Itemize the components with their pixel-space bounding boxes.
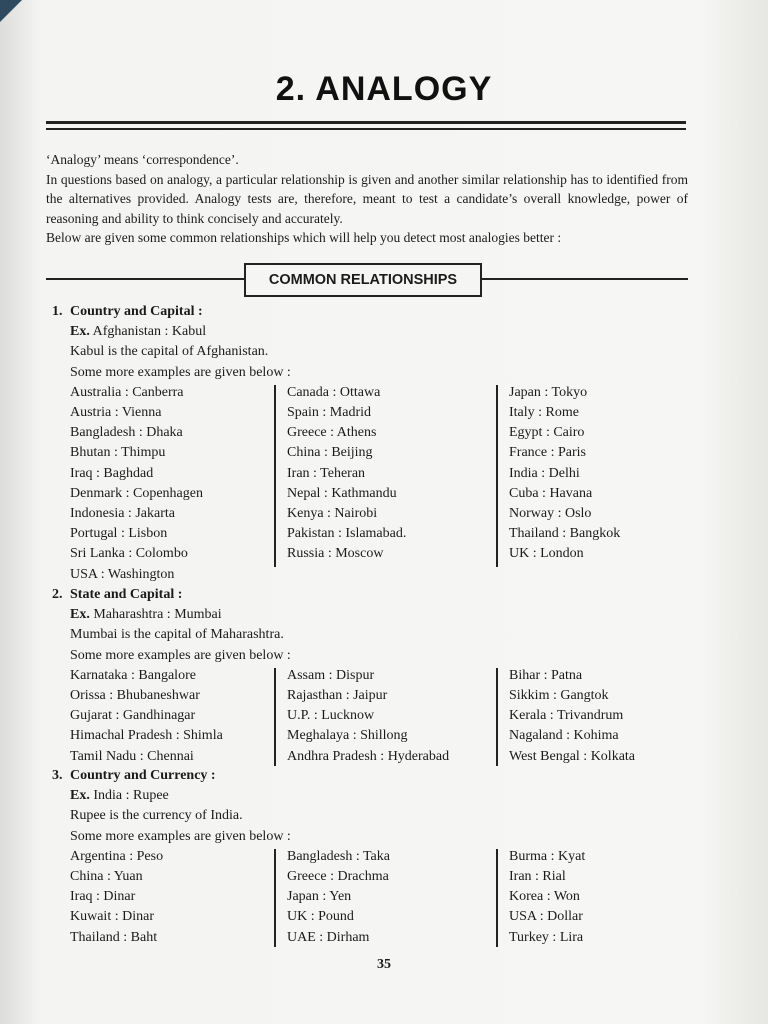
examples-grid [70,383,702,585]
list-item: Russia : Moscow [287,546,384,562]
list-item: Iraq : Baghdad [70,465,154,481]
list-item: UK : Pound [287,909,354,925]
list-item: Bangladesh : Dhaka [70,425,183,441]
explanation-text: Mumbai is the capital of Maharashtra. [70,627,284,643]
page-number: 35 [377,957,391,972]
examples-grid [70,847,702,949]
section-state-capital [52,585,702,768]
list-item: France : Paris [509,445,586,461]
list-item: Indonesia : Jakarta [70,506,175,522]
column-divider [496,849,498,947]
example-text: Afghanistan : Kabul [92,324,207,340]
section-title [52,585,702,605]
section-title [52,302,702,322]
ex-label: Ex. [70,607,90,623]
list-item: Tamil Nadu : Chennai [70,748,194,764]
list-item: Argentina : Peso [70,848,164,864]
list-item: Japan : Yen [287,889,352,905]
list-item: Korea : Won [509,889,580,905]
list-item: Greece : Athens [287,425,377,441]
more-examples-text: Some more examples are given below : [70,364,291,380]
list-item: Orissa : Bhubaneshwar [70,688,200,704]
examples-column-2 [287,383,497,565]
list-item: Japan : Tokyo [509,384,588,400]
examples-column-2 [287,847,497,948]
section-country-currency [52,766,702,949]
list-item: China : Beijing [287,445,373,461]
column-divider [496,668,498,766]
list-item: Nagaland : Kohima [509,728,619,744]
list-item: China : Yuan [70,869,143,885]
list-item: Iran : Teheran [287,465,366,481]
examples-column-1 [70,383,270,585]
list-item: Bangladesh : Taka [287,848,390,864]
section-number: 2. [52,587,63,602]
examples-column-3 [509,666,719,767]
intro-paragraph: In questions based on analogy, a particular relationship is given and another similar relationship has to identified from the alternatives provided. Analogy tests are, therefore, meant to test a candidate’s overall knowledge, power of reasoning and ability to think concisely and accurately. [46,171,688,226]
column-divider [274,668,276,766]
explanation-text: Kabul is the capital of Afghanistan. [70,344,269,360]
section-heading-label: COMMON RELATIONSHIPS [244,263,482,297]
list-item: Sri Lanka : Colombo [70,546,188,562]
examples-column-2 [287,666,497,767]
list-item: Kuwait : Dinar [70,909,154,925]
example-line [52,605,702,625]
more-examples-text: Some more examples are given below : [70,647,291,663]
explanation-text: Rupee is the currency of India. [70,808,243,824]
list-item: Turkey : Lira [509,929,584,945]
section-heading-text: Country and Currency : [70,768,216,783]
list-item: Italy : Rome [509,405,579,421]
list-item: Egypt : Cairo [509,425,585,441]
intro-closing: Below are given some common relationships which will help you detect most analogies better : [46,230,562,245]
page-corner [0,0,22,22]
examples-column-1 [70,666,270,767]
list-item: Bihar : Patna [509,667,583,683]
list-item: Karnataka : Bangalore [70,667,196,683]
list-item: Denmark : Copenhagen [70,485,203,501]
section-heading-text: State and Capital : [70,587,183,602]
example-line [52,322,702,342]
list-item: Cuba : Havana [509,485,593,501]
intro-definition: ‘Analogy’ means ‘correspondence’. [46,152,239,167]
section-number: 3. [52,768,63,783]
list-item: West Bengal : Kolkata [509,748,636,764]
list-item: Greece : Drachma [287,869,389,885]
list-item: Meghalaya : Shillong [287,728,408,744]
list-item: U.P. : Lucknow [287,708,375,724]
column-divider [274,385,276,567]
column-divider [496,385,498,567]
example-text: India : Rupee [93,788,169,804]
list-item: UAE : Dirham [287,929,370,945]
list-item: Spain : Madrid [287,405,371,421]
list-item: Austria : Vienna [70,405,162,421]
chapter-title: 2. ANALOGY [275,70,493,108]
list-item: Andhra Pradesh : Hyderabad [287,748,450,764]
list-item: Iran : Rial [509,869,566,885]
section-heading [46,263,688,297]
example-text: Maharashtra : Mumbai [93,607,222,623]
list-item: Gujarat : Gandhinagar [70,708,196,724]
title-rule-thick [46,121,686,124]
list-item: Sikkim : Gangtok [509,688,609,704]
list-item: Assam : Dispur [287,667,375,683]
list-item: Portugal : Lisbon [70,526,168,542]
list-item: Bhutan : Thimpu [70,445,166,461]
section-country-capital [52,302,702,585]
list-item: Nepal : Kathmandu [287,485,397,501]
examples-grid [70,666,702,768]
list-item: USA : Washington [70,566,175,582]
column-divider [274,849,276,947]
list-item: USA : Dollar [509,909,583,925]
list-item: Iraq : Dinar [70,889,136,905]
examples-column-1 [70,847,270,948]
list-item: Thailand : Baht [70,929,158,945]
list-item: Norway : Oslo [509,506,592,522]
list-item: Pakistan : Islamabad. [287,526,407,542]
more-examples-text: Some more examples are given below : [70,828,291,844]
section-number: 1. [52,304,63,319]
example-line [52,786,702,806]
intro-text [46,150,688,248]
list-item: Rajasthan : Jaipur [287,688,388,704]
list-item: Himachal Pradesh : Shimla [70,728,223,744]
ex-label: Ex. [70,324,90,340]
list-item: Burma : Kyat [509,848,586,864]
section-heading-text: Country and Capital : [70,304,203,319]
list-item: Kerala : Trivandrum [509,708,624,724]
examples-column-3 [509,847,719,948]
ex-label: Ex. [70,788,90,804]
list-item: UK : London [509,546,584,562]
list-item: Australia : Canberra [70,384,184,400]
list-item: Kenya : Nairobi [287,506,378,522]
examples-column-3 [509,383,719,565]
list-item: Thailand : Bangkok [509,526,621,542]
section-title [52,766,702,786]
list-item: Canada : Ottawa [287,384,381,400]
list-item: India : Delhi [509,465,580,481]
title-rule-thin [46,128,686,130]
